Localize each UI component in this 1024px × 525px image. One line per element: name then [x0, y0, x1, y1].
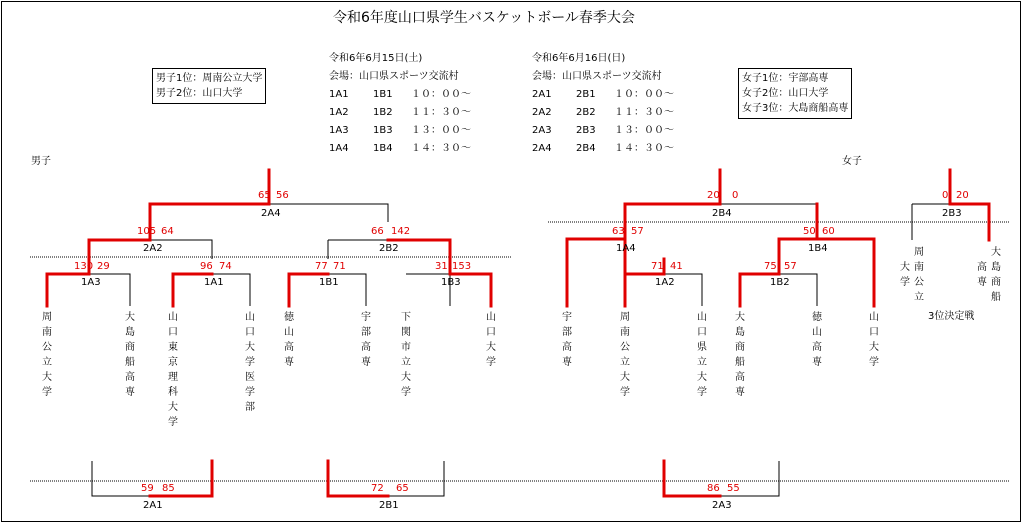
team-name: 山口大学	[869, 312, 879, 368]
page-title: 令和6年度山口県学生バスケットボール春季大会	[333, 10, 635, 26]
score-right: 0	[732, 190, 739, 201]
winner-path-2A4	[150, 170, 269, 222]
score-left: 65	[258, 190, 271, 201]
game-label: 2A3	[712, 500, 732, 511]
score-right: 57	[631, 226, 644, 237]
day2-venue: 会場：山口県スポーツ交流村	[532, 71, 662, 82]
mens-result-1: 男子1位：周南公立大学	[156, 73, 263, 84]
score-left: 0	[942, 190, 949, 201]
game-label: 1A4	[616, 243, 636, 254]
game-label: 2B4	[712, 208, 732, 219]
game-a: 1A3	[329, 125, 349, 136]
game-a: 2A3	[532, 125, 552, 136]
game-label: 2A4	[261, 208, 281, 219]
score-left: 20	[707, 190, 720, 201]
day1-venue: 会場：山口県スポーツ交流村	[329, 71, 459, 82]
game-label: 1A2	[655, 277, 675, 288]
score-right: 41	[670, 261, 683, 272]
team-name: 宇部高専	[562, 312, 572, 368]
game-b: 2B1	[576, 89, 596, 100]
womens-result-3: 女子3位：大島商船高専	[742, 103, 849, 114]
score-right: 74	[219, 261, 232, 272]
game-a: 1A2	[329, 107, 349, 118]
team-name: 山口大学	[486, 312, 496, 368]
game-time: １４：３０～	[614, 143, 674, 154]
game-label: 2A1	[143, 500, 163, 511]
game-b: 2B3	[576, 125, 596, 136]
score-left: 75	[764, 261, 777, 272]
game-a: 2A2	[532, 107, 552, 118]
game-b: 2B4	[576, 143, 596, 154]
team-name: 徳山高専	[284, 312, 294, 368]
score-right: 142	[391, 226, 411, 237]
score-right: 29	[97, 261, 110, 272]
game-label: 2B2	[379, 243, 399, 254]
game-time: １１：３０～	[614, 107, 674, 118]
team-name: 周南公立大学	[620, 312, 630, 398]
score-left: 50	[803, 226, 816, 237]
team-name	[976, 245, 1002, 305]
team-name: 宇部高専	[361, 312, 371, 368]
game-label: 2A2	[143, 243, 163, 254]
team-name-col: 大島商船	[991, 247, 1001, 303]
team-name: 徳山高専	[812, 312, 822, 368]
team-name: 山口県立大学	[697, 312, 707, 398]
team-name-col: 周南公立	[914, 247, 924, 303]
game-label: 1B4	[808, 243, 828, 254]
score-right: 65	[396, 483, 409, 494]
score-right: 60	[822, 226, 835, 237]
game-label: 1A3	[81, 277, 101, 288]
game-label: 1B3	[441, 277, 461, 288]
day1-date: 令和6年6月15日(土)	[329, 53, 423, 64]
winner-path-2B4	[625, 170, 720, 222]
score-left: 130	[74, 261, 94, 272]
game-time: １０：００～	[411, 89, 471, 100]
game-a: 2A1	[532, 89, 552, 100]
womens-result-2: 女子2位：山口大学	[742, 88, 829, 99]
score-right: 71	[333, 261, 346, 272]
score-right: 64	[161, 226, 174, 237]
team-name: 大島商船高専	[735, 312, 745, 398]
winner-path-2B3	[950, 170, 989, 240]
team-name: 下関市立大学	[401, 312, 411, 398]
third-place-label: 3位決定戦	[928, 311, 975, 322]
winner-path-2A1	[150, 461, 212, 496]
game-a: 1A4	[329, 143, 349, 154]
game-b: 1B1	[373, 89, 393, 100]
game-b: 2B2	[576, 107, 596, 118]
game-a: 1A1	[329, 89, 349, 100]
game-time: １３：００～	[614, 125, 674, 136]
score-left: 72	[371, 483, 384, 494]
mens-result-2: 男子2位：山口大学	[156, 88, 243, 99]
game-time: １０：００～	[614, 89, 674, 100]
score-left: 31	[435, 261, 448, 272]
mens-section-label: 男子	[31, 156, 51, 167]
score-right: 56	[276, 190, 289, 201]
score-right: 55	[727, 483, 740, 494]
game-label: 2B3	[942, 208, 962, 219]
day2-date: 令和6年6月16日(日)	[532, 53, 626, 64]
game-a: 2A4	[532, 143, 552, 154]
game-label: 1A1	[204, 277, 224, 288]
score-right: 20	[956, 190, 969, 201]
womens-section-label: 女子	[842, 156, 862, 167]
team-name-col: 大学	[900, 262, 910, 288]
game-time: １３：００～	[411, 125, 471, 136]
game-time: １４：３０～	[411, 143, 471, 154]
team-name: 山口東京理科大学	[168, 312, 178, 428]
score-left: 86	[707, 483, 720, 494]
score-left: 59	[141, 483, 154, 494]
game-b: 1B4	[373, 143, 393, 154]
score-right: 57	[784, 261, 797, 272]
team-name: 周南公立大学	[42, 312, 52, 398]
game-label: 1B1	[319, 277, 339, 288]
score-right: 153	[452, 261, 472, 272]
game-b: 1B3	[373, 125, 393, 136]
score-left: 96	[200, 261, 213, 272]
team-name	[899, 245, 925, 305]
game-label: 2B1	[379, 500, 399, 511]
game-label: 1B2	[770, 277, 790, 288]
game-time: １１：３０～	[411, 107, 471, 118]
womens-result-1: 女子1位：宇部高専	[742, 73, 829, 84]
score-left: 105	[137, 226, 157, 237]
score-right: 85	[162, 483, 175, 494]
bracket-2A4	[269, 204, 388, 222]
score-left: 63	[612, 226, 625, 237]
score-left: 71	[651, 261, 664, 272]
game-b: 1B2	[373, 107, 393, 118]
team-name: 大島商船高専	[125, 312, 135, 398]
team-name-col: 高専	[977, 262, 987, 288]
score-left: 77	[315, 261, 328, 272]
team-name: 山口大学医学部	[245, 312, 255, 413]
score-left: 66	[371, 226, 384, 237]
